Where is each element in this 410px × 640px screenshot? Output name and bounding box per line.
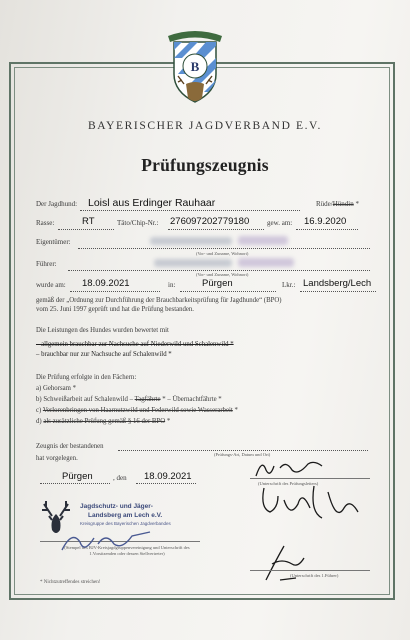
subject-d-prefix: d) — [36, 418, 42, 425]
signing-date: 18.09.2021 — [144, 471, 192, 482]
subject-b-prefix: b) Schweißarbeit auf Schalenwild – — [36, 396, 134, 403]
regulation-text-line-1: gemäß der „Ordnung zur Durchführung der Brauchbarkeitsprüfung für Jagdhunde“ (BPO) — [36, 297, 282, 304]
rating-schalenwild: – brauchbar nur zur Nachsuche auf Schalenwild * — [36, 351, 172, 358]
certificate-text-line-2: hat vorgelegen. — [36, 455, 78, 462]
footnote: * Nichtzutreffendes streichen! — [40, 580, 101, 585]
signing-place: Pürgen — [62, 471, 93, 482]
breed-value: RT — [82, 216, 95, 227]
handler-redacted-2 — [238, 258, 294, 267]
sex-female-option: Hündin — [332, 200, 354, 208]
handler-signature-caption: (Unterschrift des 1.Führer) — [290, 573, 339, 578]
district-label: Lkr.: — [282, 281, 296, 289]
owner-caption: (Vor- und Zuname, Wohnort) — [196, 251, 249, 256]
dog-name-label: Der Jagdhund: — [36, 200, 78, 208]
certificate-text-line-1: Zeugnis der bestandenen — [36, 443, 104, 450]
handler-signature — [258, 540, 318, 586]
exam-date-label: wurde am: — [36, 281, 66, 289]
subject-b-struck: Tagfährte — [134, 396, 161, 403]
sex-male-option: Rüde/ — [316, 200, 333, 208]
handler-redacted — [154, 259, 232, 267]
judge-caption: (Unterschrift des Prüfungsleiters) — [258, 481, 319, 486]
exam-date-value: 18.09.2021 — [82, 278, 130, 289]
subject-d-struck: als zusätzliche Prüfung gemäß § 16 der BPO — [43, 418, 166, 425]
certificate-caption: (Prüfungs-Art, Datum und Ort) — [214, 452, 271, 457]
rating-general-struck: – allgemein brauchbar zur Nachsuche auf Niederwild und Schalenwild * — [36, 341, 234, 348]
subject-b-suffix: * – Übernachtfährte * — [162, 396, 222, 403]
birth-date-label: gew. am: — [267, 219, 293, 227]
judge-signature-2 — [258, 478, 368, 528]
stamp-line-3: Kreisgruppe des Bayerischen Jagdverbandes — [80, 521, 171, 526]
bjv-crest-logo — [164, 22, 226, 108]
subject-c-struck: Verlorenbringen von Haarnutzwild und Federwild sowie Wasserarbeit — [42, 407, 233, 414]
subject-b — [36, 395, 222, 404]
exam-place-label: in: — [168, 281, 176, 289]
district-value: Landsberg/Lech — [303, 278, 372, 289]
assessment-intro: Die Leistungen des Hundes wurden bewertet mit — [36, 327, 169, 334]
sex-footnote-mark: * — [355, 200, 359, 208]
owner-redacted — [150, 237, 232, 245]
stamp-line-1: Jagdschutz- und Jäger- — [80, 503, 153, 510]
chip-label: Täto/Chip-Nr.: — [117, 219, 159, 227]
stamp-caption: (Stempel des BJV-Kreisjagdgruppenvereinigung und Unterschrift des 1.Vorsitzenden oder dessen Stellvertreter) — [64, 545, 190, 556]
svg-text:B: B — [190, 59, 200, 74]
judge-signature-1 — [252, 456, 332, 480]
subject-d-suffix: * — [166, 418, 171, 425]
subject-a: a) Gehorsam * — [36, 385, 77, 392]
sex-field — [316, 200, 359, 208]
handler-caption: (Vor- und Zuname, Wohnort) — [196, 272, 249, 277]
association-name: BAYERISCHER JAGDVERBAND E.V. — [88, 120, 322, 132]
chip-value: 276097202779180 — [170, 216, 250, 227]
signing-den: , den — [113, 474, 127, 482]
subjects-intro: Die Prüfung erfolgte in den Fächern: — [36, 374, 137, 381]
subject-c-suffix: * — [234, 407, 238, 414]
dog-name-value: Loisl aus Erdinger Rauhaar — [88, 197, 216, 209]
owner-redacted-2 — [238, 236, 288, 245]
page-title: Prüfungszeugnis — [141, 155, 269, 175]
owner-label: Eigentümer: — [36, 238, 71, 246]
subject-c — [36, 406, 238, 415]
regulation-text-line-2: vom 25. Juni 1997 geprüft und hat die Prüfung bestanden. — [36, 306, 195, 313]
handler-label: Führer: — [36, 260, 57, 268]
breed-label: Rasse: — [36, 219, 55, 227]
chairman-signature — [58, 520, 158, 560]
exam-place-value: Pürgen — [202, 278, 233, 289]
stamp-line-2: Landsberg am Lech e.V. — [88, 512, 163, 519]
birth-date-value: 16.9.2020 — [304, 216, 347, 227]
subject-d — [36, 417, 170, 426]
subject-c-prefix: c) — [36, 407, 42, 414]
